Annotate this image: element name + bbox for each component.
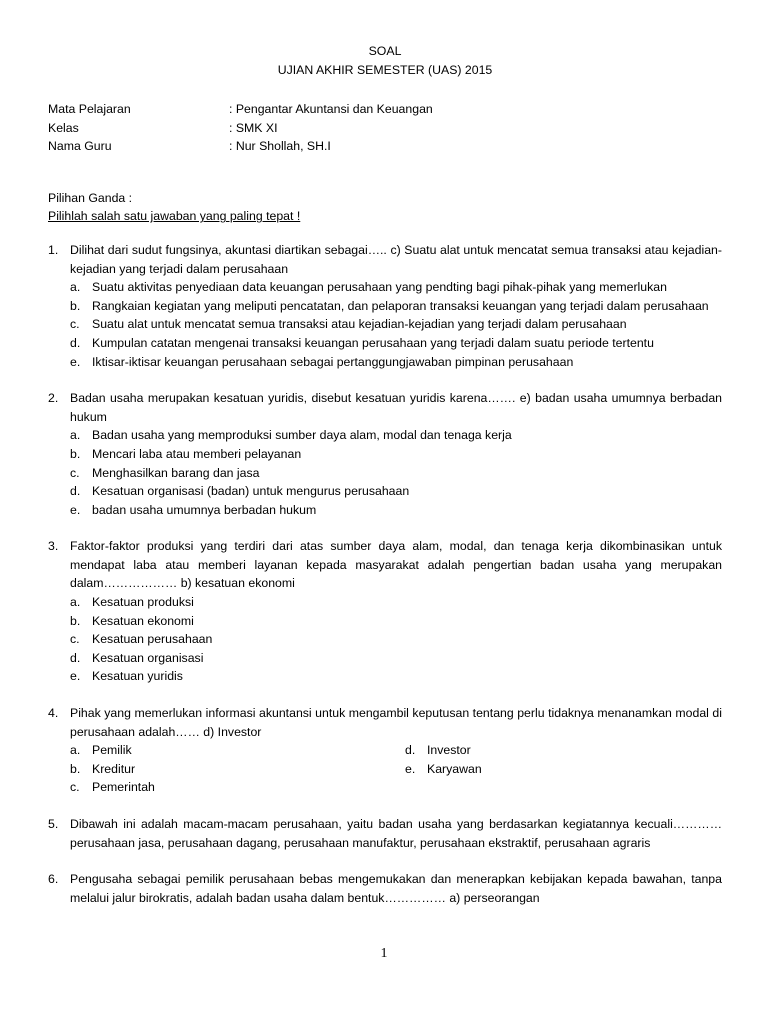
option-d [405, 741, 722, 760]
document-page [48, 42, 722, 907]
option-a [70, 593, 722, 612]
option-text: Pemilik [92, 743, 132, 758]
option-column-right [405, 741, 722, 797]
option-letter: c. [70, 632, 80, 647]
option-c [70, 630, 722, 649]
question-5 [48, 815, 722, 852]
option-text: Kesatuan produksi [92, 595, 194, 610]
option-c [70, 464, 722, 483]
option-letter: a. [70, 595, 81, 610]
option-letter: e. [70, 354, 81, 369]
option-text: Mencari laba atau memberi pelayanan [92, 446, 302, 461]
option-letter: c. [70, 465, 80, 480]
option-d [70, 649, 722, 668]
option-b [70, 612, 722, 631]
option-letter: d. [70, 484, 81, 499]
option-column-left [70, 741, 405, 797]
option-text: Kesatuan organisasi [92, 650, 204, 665]
option-text: Kesatuan ekonomi [92, 613, 194, 628]
section-instruction: Pilihlah salah satu jawaban yang paling tepat ! [48, 209, 301, 224]
option-text: Kesatuan organisasi (badan) untuk mengurus perusahaan [92, 484, 410, 499]
info-label: Kelas [48, 120, 79, 135]
option-letter: a. [70, 743, 81, 758]
option-columns [70, 741, 722, 797]
option-e [70, 353, 722, 372]
option-text: Suatu alat untuk mencatat semua transaksi atau kejadian-kejadian yang terjadi dalam perusahaan [92, 317, 627, 332]
document-subtitle: UJIAN AKHIR SEMESTER (UAS) 2015 [277, 62, 493, 77]
page-number: 1 [380, 946, 388, 961]
question-number: 4. [48, 706, 59, 721]
info-row-subject [48, 100, 722, 119]
option-a [70, 741, 405, 760]
question-number: 5. [48, 817, 59, 831]
question-6 [48, 870, 722, 907]
info-row-class [48, 119, 722, 138]
option-a [70, 278, 722, 297]
option-text: Suatu aktivitas penyediaan data keuangan perusahaan yang pendting bagi pihak-pihak yang memerlukan [92, 280, 667, 295]
option-text: Kumpulan catatan mengenai transaksi keuangan perusahaan yang terjadi dalam suatu periode tertentu [92, 335, 654, 350]
option-letter: e. [70, 502, 81, 517]
option-text: Kesatuan perusahaan [92, 632, 213, 647]
question-text: Pihak yang memerlukan informasi akuntansi untuk mengambil keputusan tentang perlu tidaknya menanamkan modal di perusahaan adalah…… d) Investor [70, 706, 722, 739]
option-text: Kesatuan yuridis [92, 669, 183, 684]
info-value: : Pengantar Akuntansi dan Keuangan [229, 102, 433, 116]
info-label: Nama Guru [48, 139, 112, 154]
question-number: 2. [48, 391, 59, 406]
option-letter: c. [70, 780, 80, 795]
option-b [70, 760, 405, 779]
question-text: Faktor-faktor produksi yang terdiri dari atas sumber daya alam, modal, dan tenaga kerja dikombinasikan untuk mendapat laba atau memberi layanan kepada masyarakat adalah pengertian badan usaha yang merupakan dalam……………… b) kesatuan ekonomi [70, 539, 722, 591]
option-text: Badan usaha yang memproduksi sumber daya alam, modal dan tenaga kerja [92, 428, 512, 443]
question-number: 1. [48, 242, 59, 257]
option-letter: e. [405, 761, 416, 776]
section-header [48, 189, 722, 226]
option-letter: b. [70, 298, 81, 313]
option-e [70, 501, 722, 520]
option-letter: c. [70, 317, 80, 332]
option-text: Rangkaian kegiatan yang meliputi pencatatan, dan pelaporan transaksi keuangan yang terjadi dalam perusahaan [92, 298, 709, 313]
option-text: Kreditur [92, 761, 136, 776]
question-text: Pengusaha sebagai pemilik perusahaan bebas mengemukakan dan menerapkan kebijakan kepada bawahan, tanpa melalui jalur birokratis, adalah badan usaha dalam bentuk…………… a) perseorangan [70, 872, 722, 905]
question-4 [48, 704, 722, 797]
section-heading: Pilihan Ganda : [48, 190, 133, 205]
info-row-teacher [48, 137, 722, 156]
option-b [70, 445, 722, 464]
document-title: SOAL [368, 44, 402, 58]
option-letter: a. [70, 280, 81, 295]
question-text: Badan usaha merupakan kesatuan yuridis, disebut kesatuan yuridis karena……. e) badan usaha umumnya berbadan hukum [70, 391, 722, 424]
option-letter: d. [70, 650, 81, 665]
question-text: Dilihat dari sudut fungsinya, akuntasi diartikan sebagai….. c) Suatu alat untuk mencatat semua transaksi atau kejadian-kejadian yang terjadi dalam perusahaan [70, 242, 722, 276]
option-c [70, 778, 405, 797]
question-number: 6. [48, 872, 59, 887]
option-letter: d. [70, 335, 81, 350]
option-letter: b. [70, 761, 81, 776]
option-text: Pemerintah [92, 780, 155, 795]
info-value: : Nur Shollah, SH.I [229, 139, 331, 154]
document-header [48, 42, 722, 80]
option-text: badan usaha umumnya berbadan hukum [92, 502, 317, 517]
option-text: Karyawan [427, 761, 482, 776]
option-a [70, 426, 722, 445]
option-text: Iktisar-iktisar keuangan perusahaan sebagai pertanggungjawaban pimpinan perusahaan [92, 354, 574, 369]
option-text: Investor [427, 743, 471, 758]
option-d [70, 482, 722, 501]
option-letter: b. [70, 446, 81, 461]
option-letter: d. [405, 743, 416, 758]
option-b [70, 297, 722, 316]
question-list [48, 241, 722, 907]
question-1 [48, 241, 722, 371]
question-text: Dibawah ini adalah macam-macam perusahaan, yaitu badan usaha yang berdasarkan kegiatannya kecuali………… perusahaan jasa, perusahaan dagang, perusahaan manufaktur, perusahaan ekstraktif, perusahaan agraris [70, 817, 722, 850]
option-letter: b. [70, 613, 81, 628]
question-number: 3. [48, 539, 59, 554]
question-3 [48, 537, 722, 686]
exam-info [48, 100, 722, 156]
option-letter: e. [70, 669, 81, 684]
option-e [70, 667, 722, 686]
option-d [70, 334, 722, 353]
option-e [405, 760, 722, 779]
option-letter: a. [70, 428, 81, 443]
info-value: : SMK XI [229, 120, 278, 135]
info-label: Mata Pelajaran [48, 102, 131, 116]
option-text: Menghasilkan barang dan jasa [92, 465, 260, 480]
option-c [70, 315, 722, 334]
question-2 [48, 389, 722, 519]
